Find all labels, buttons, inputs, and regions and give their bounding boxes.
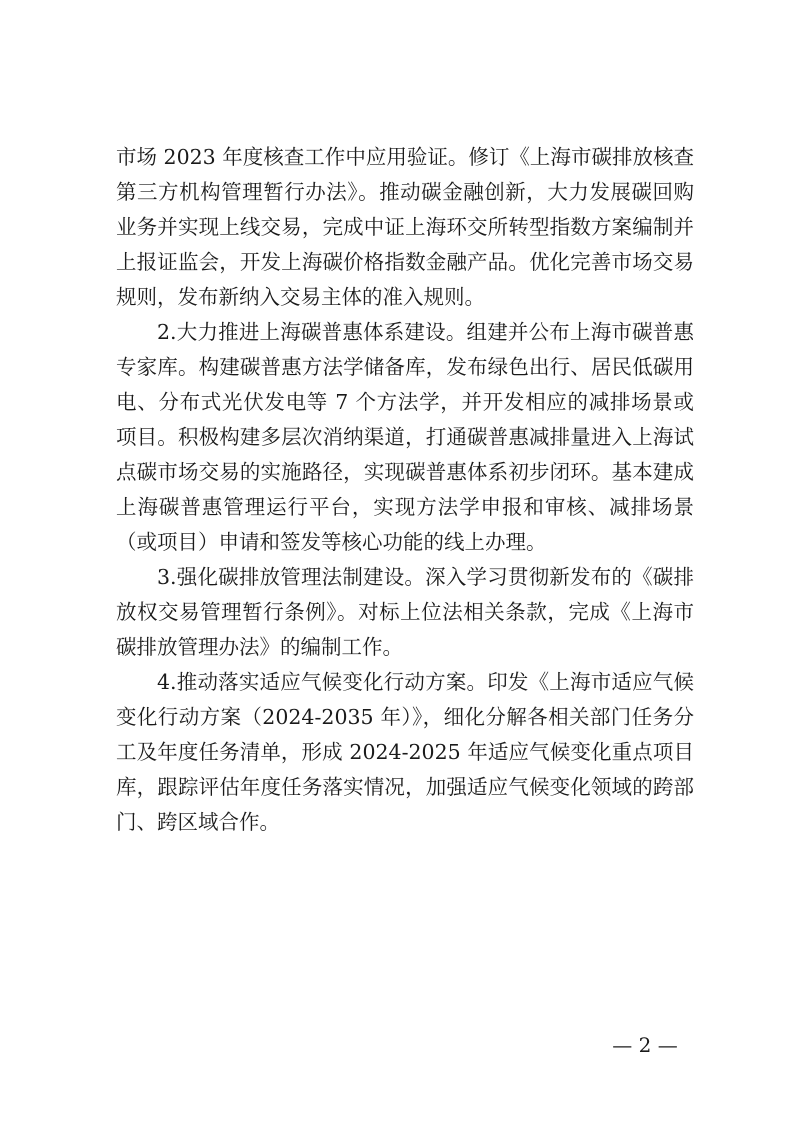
paragraph-climate-adaptation: 4.推动落实适应气候变化行动方案。印发《上海市适应气候变化行动方案（2024-2035 年）》，细化分解各相关部门任务分工及年度任务清单，形成 2024-2025 年适应气候变化重点项目库，跟踪评估年度任务落实情况，加强适应气候变化领域的跨部门、跨区域合作。 <box>116 670 694 834</box>
document-body <box>116 140 694 840</box>
paragraph-carbon-inclusion: 2.大力推进上海碳普惠体系建设。组建并公布上海市碳普惠专家库。构建碳普惠方法学储备库，发布绿色出行、居民低碳用电、分布式光伏发电等 7 个方法学，并开发相应的减排场景或项目。积极构建多层次消纳渠道，打通碳普惠减排量进入上海试点碳市场交易的实施路径，实现碳普惠体系初步闭环。基本建成上海碳普惠管理运行平台，实现方法学申报和审核、减排场景（或项目）申请和签发等核心功能的线上办理。 <box>116 320 694 554</box>
page-number: — 2 — <box>612 1033 678 1057</box>
paragraph-continuation: 市场 2023 年度核查工作中应用验证。修订《上海市碳排放核查第三方机构管理暂行办法》。推动碳金融创新，大力发展碳回购业务并实现上线交易，完成中证上海环交所转型指数方案编制并上报证监会，开发上海碳价格指数金融产品。优化完善市场交易规则，发布新纳入交易主体的准入规则。 <box>116 145 694 309</box>
paragraph-legal-system: 3.强化碳排放管理法制建设。深入学习贯彻新发布的《碳排放权交易管理暂行条例》。对标上位法相关条款，完成《上海市碳排放管理办法》的编制工作。 <box>116 565 694 659</box>
